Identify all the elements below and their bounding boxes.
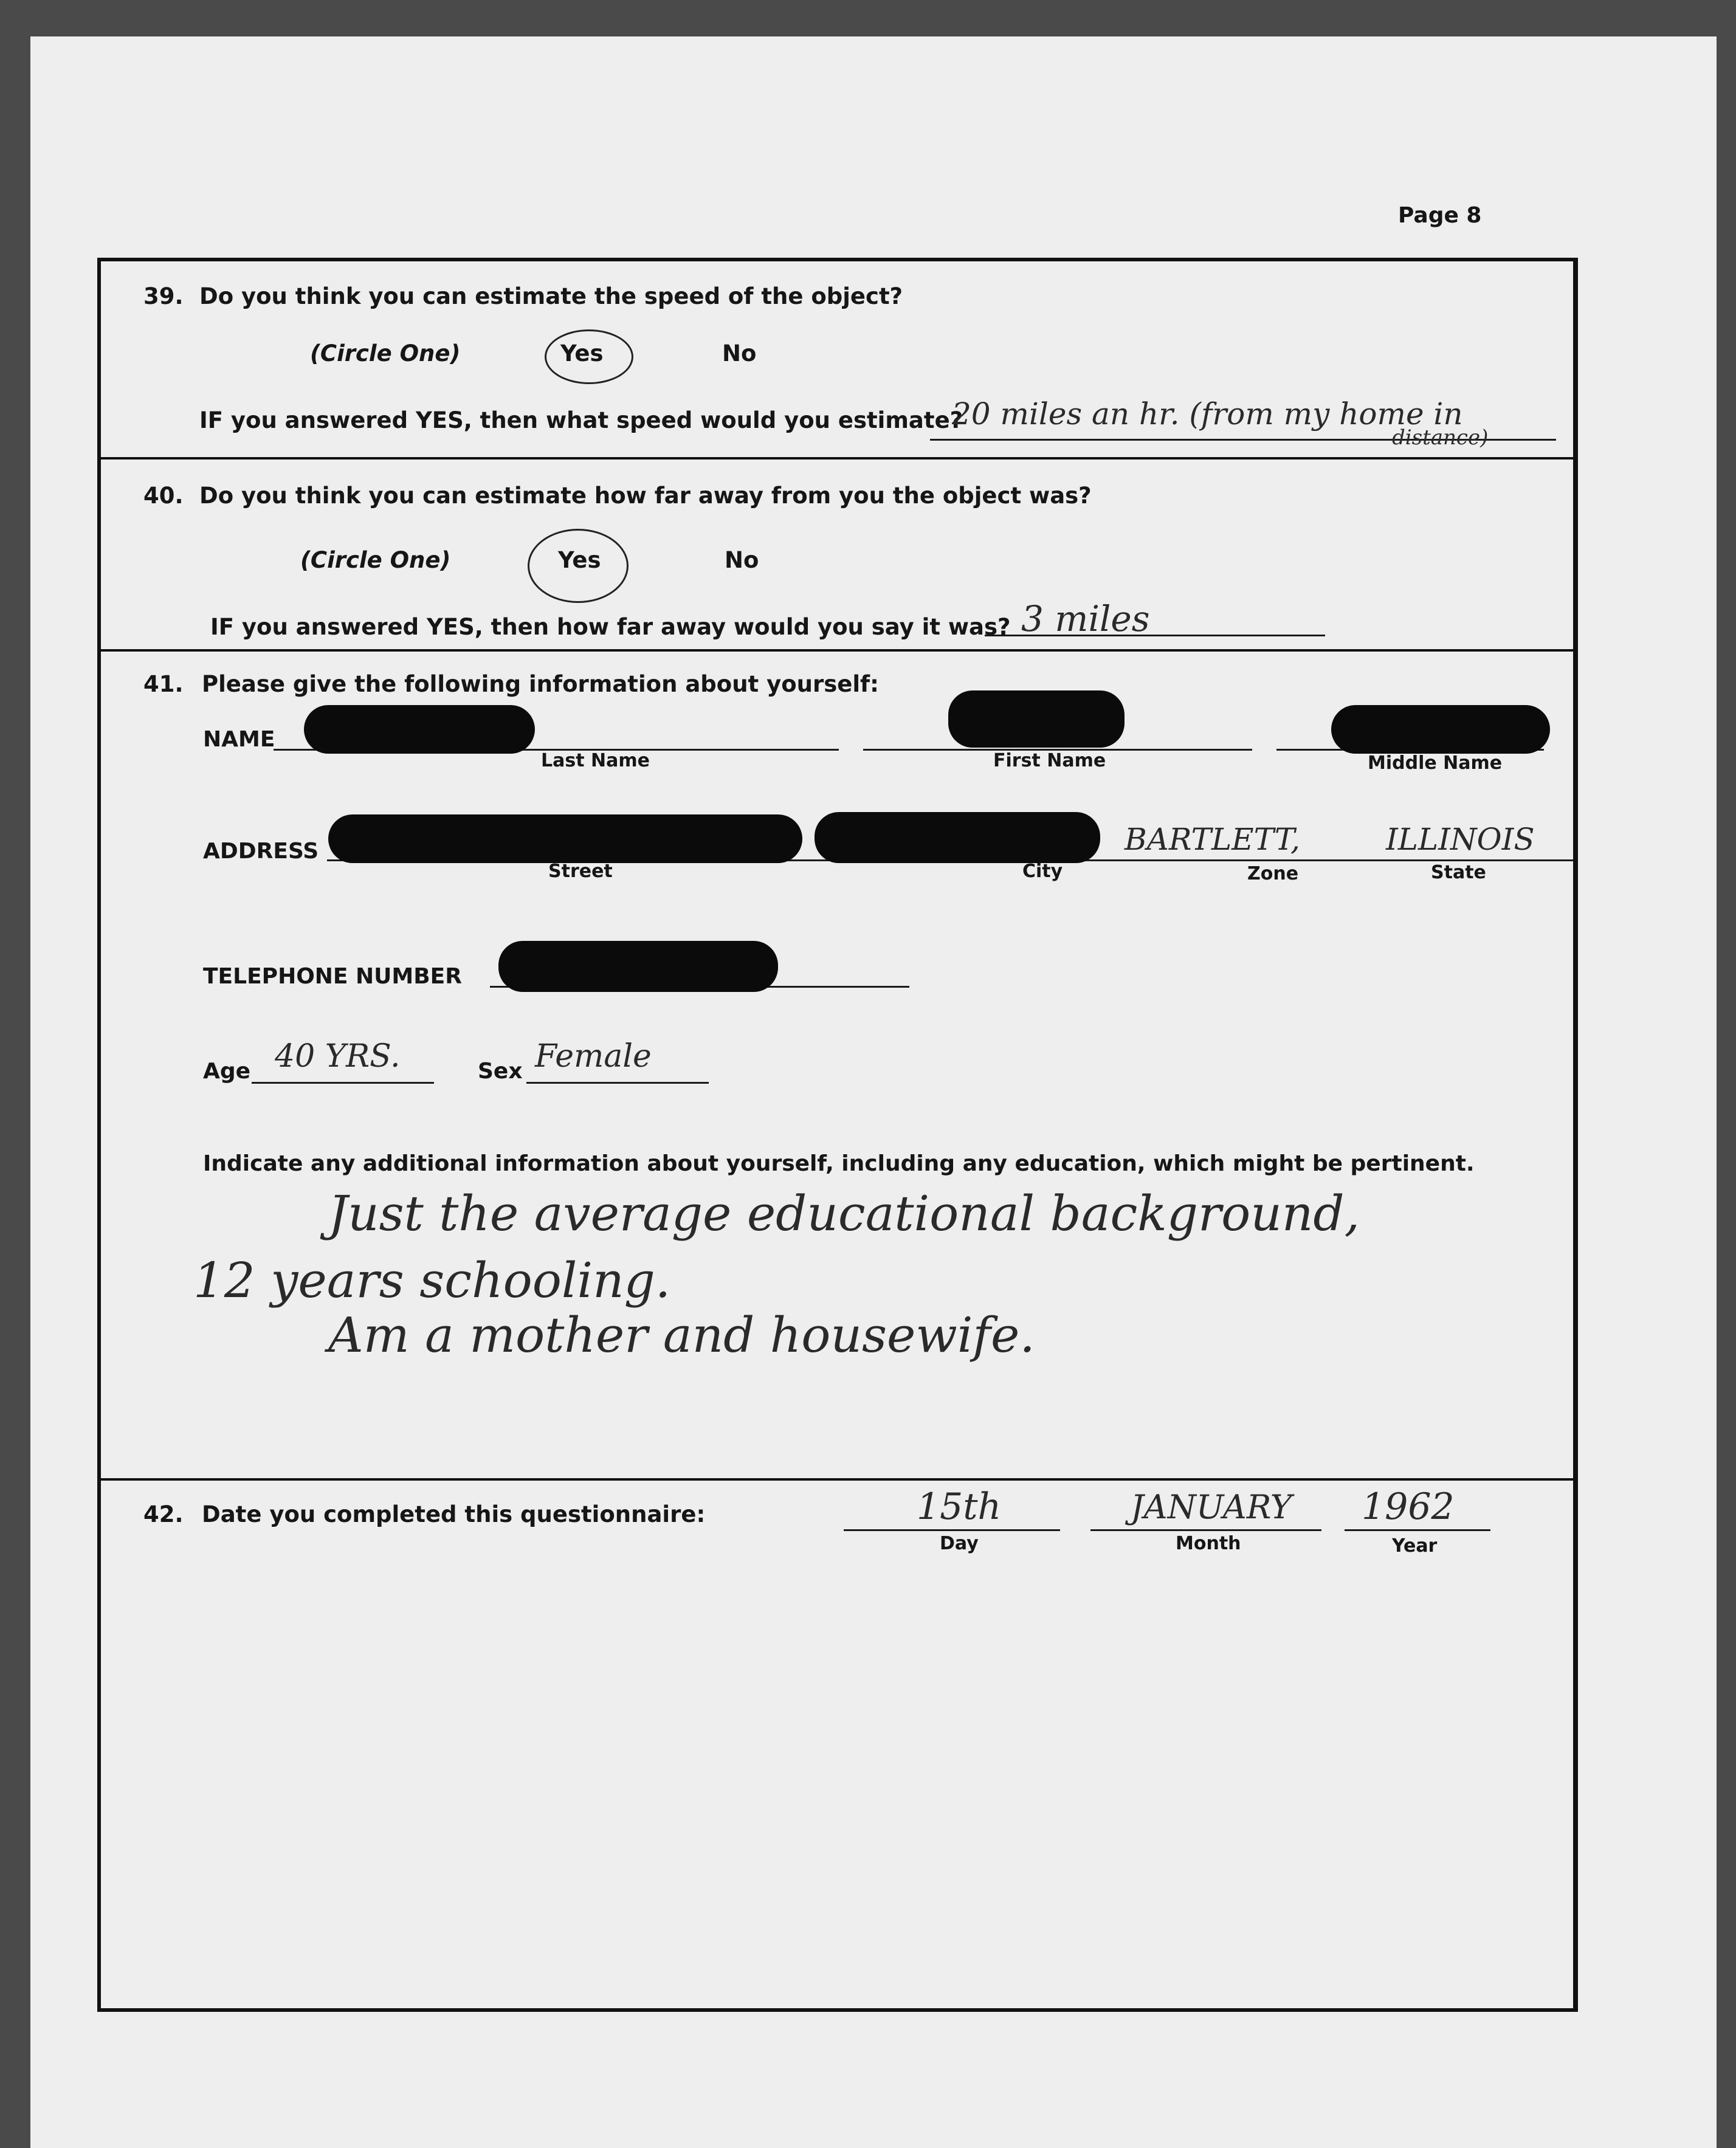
section-divider (97, 1478, 1578, 1481)
address-label: ADDRESS (203, 839, 319, 864)
handwritten-day[interactable]: 15th (917, 1485, 1002, 1528)
first-name-caption: First Name (993, 750, 1106, 771)
sex-line (526, 1082, 709, 1084)
question-number: 41. (143, 671, 184, 697)
name-label: NAME (203, 727, 275, 752)
sex-label: Sex (478, 1059, 523, 1084)
handwritten-age[interactable]: 40 YRS. (275, 1038, 401, 1075)
additional-info-prompt: Indicate any additional information about yourself, including any education, which might be pertinent. (203, 1151, 1475, 1176)
handwritten-distance-answer[interactable]: 3 miles (1021, 598, 1150, 639)
redaction-mark (1331, 705, 1550, 754)
no-option[interactable]: No (725, 547, 759, 573)
question-text: Do you think you can estimate how far away from you the object was? (199, 483, 1092, 509)
circle-one-label: (Circle One) (300, 547, 451, 573)
month-caption: Month (1176, 1533, 1241, 1554)
yes-option[interactable]: Yes (560, 340, 604, 367)
section-divider (97, 457, 1578, 460)
street-caption: Street (548, 861, 613, 882)
handwritten-speed-answer-continued[interactable]: distance) (1392, 425, 1489, 450)
question-number: 42. (143, 1501, 184, 1527)
question-text: Please give the following information about yourself: (202, 671, 879, 697)
handwritten-year[interactable]: 1962 (1362, 1485, 1455, 1528)
followup-text: IF you answered YES, then what speed would you estimate? (199, 407, 963, 433)
redaction-mark (328, 814, 802, 863)
handwritten-additional-line[interactable]: Am a mother and housewife. (328, 1307, 1035, 1363)
question-text: Date you completed this questionnaire: (202, 1501, 706, 1527)
city-caption: City (1022, 861, 1063, 882)
handwritten-sex[interactable]: Female (535, 1038, 652, 1075)
section-divider (97, 649, 1578, 652)
redaction-mark (498, 941, 778, 992)
handwritten-speed-answer[interactable]: 20 miles an hr. (from my home in (952, 396, 1463, 432)
age-label: Age (203, 1059, 251, 1084)
handwritten-month[interactable]: JANUARY (1131, 1488, 1292, 1526)
question-text: Do you think you can estimate the speed of the object? (199, 283, 903, 309)
telephone-label: TELEPHONE NUMBER (203, 964, 462, 989)
year-caption: Year (1392, 1535, 1438, 1557)
state-caption: State (1431, 862, 1486, 883)
question-number: 40. (143, 483, 184, 509)
handwritten-additional-line[interactable]: 12 years schooling. (193, 1252, 671, 1309)
circle-one-label: (Circle One) (310, 340, 461, 367)
day-line (844, 1529, 1060, 1531)
page-number: Page 8 (1398, 203, 1482, 228)
question-number: 39. (143, 283, 184, 309)
handwritten-additional-line[interactable]: Just the average educational background, (328, 1185, 1360, 1242)
followup-text: IF you answered YES, then how far away would you say it was? (210, 614, 1011, 640)
selected-circle-mark (545, 329, 633, 384)
month-line (1090, 1529, 1321, 1531)
zone-caption: Zone (1247, 863, 1299, 884)
redaction-mark (304, 705, 535, 754)
handwritten-city[interactable]: BARTLETT, (1125, 822, 1300, 857)
age-line (252, 1082, 434, 1084)
questionnaire-frame (97, 258, 1578, 2012)
selected-circle-mark (528, 529, 629, 603)
handwritten-state[interactable]: ILLINOIS (1386, 822, 1535, 857)
year-line (1345, 1529, 1490, 1531)
no-option[interactable]: No (722, 340, 757, 367)
yes-option[interactable]: Yes (558, 547, 601, 573)
last-name-caption: Last Name (541, 750, 650, 771)
redaction-mark (815, 812, 1100, 863)
redaction-mark (948, 690, 1125, 748)
day-caption: Day (940, 1533, 979, 1554)
middle-name-caption: Middle Name (1368, 752, 1503, 774)
